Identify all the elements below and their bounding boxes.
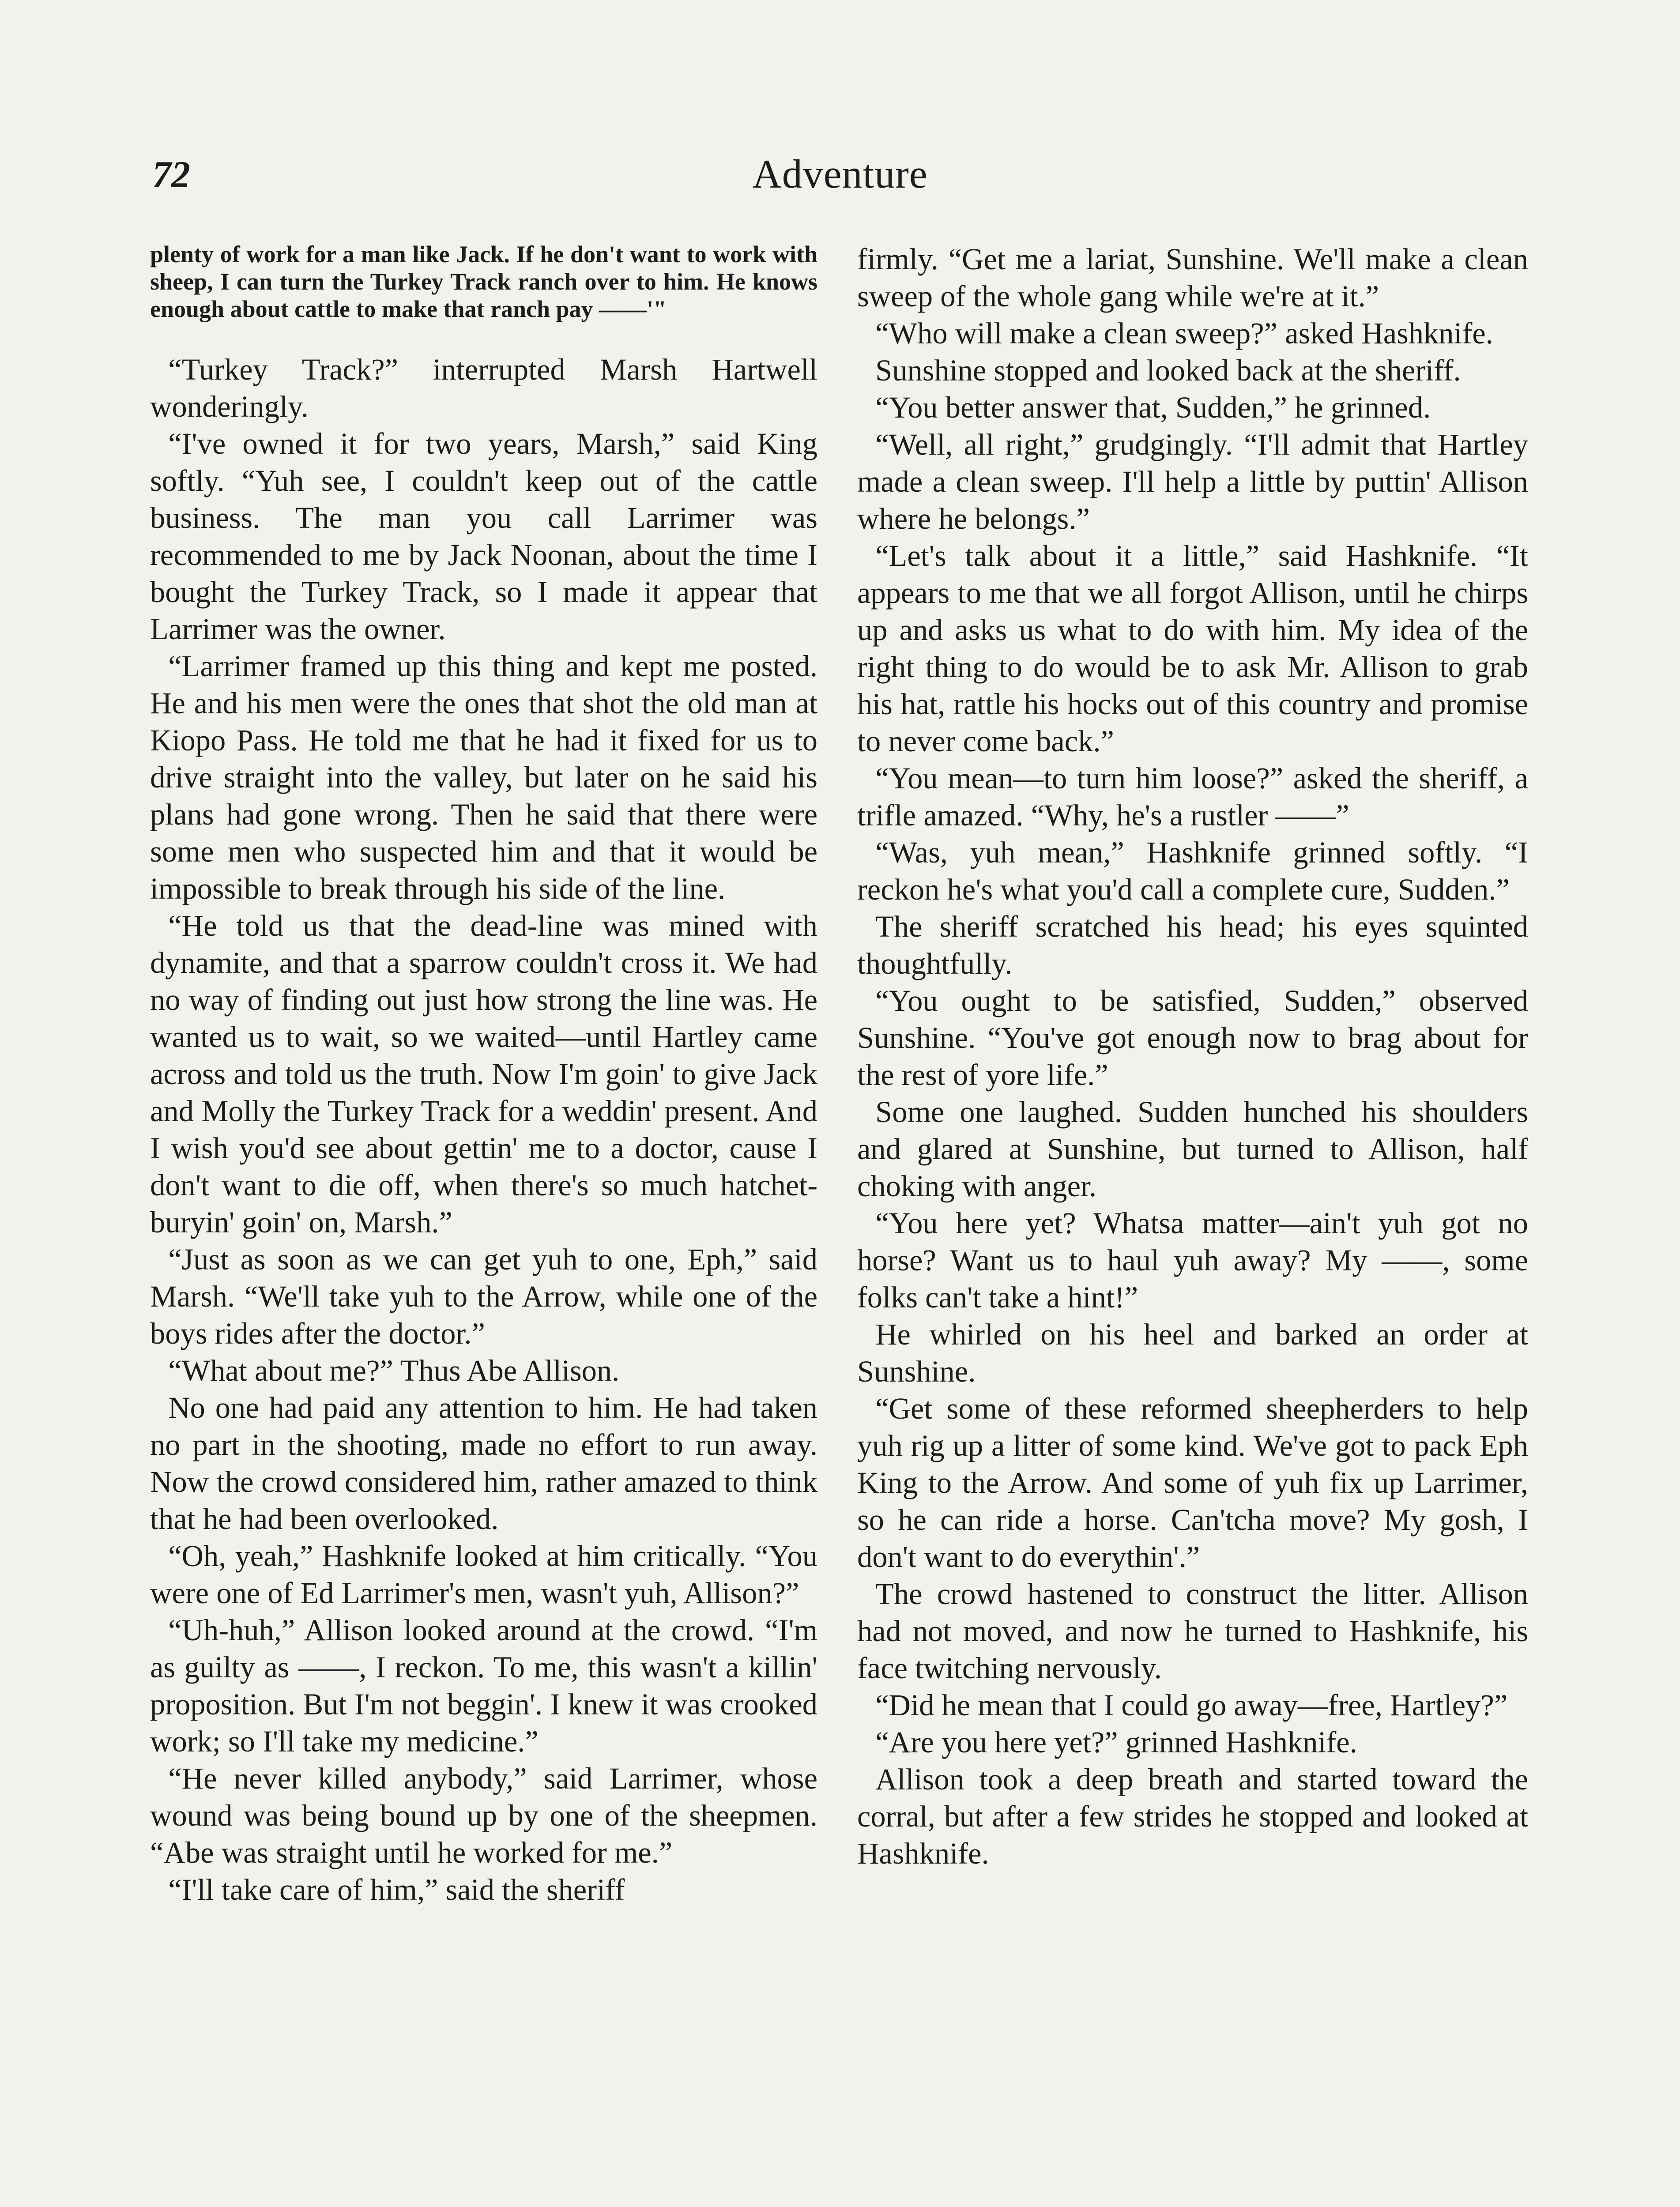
paragraph: The crowd hastened to construct the litter. Allison had not moved, and now he turned to Hashknife, his face twitching nervously.: [857, 1577, 1528, 1685]
paragraph: “You ought to be satisfied, Sudden,” observed Sunshine. “You've got enough now to brag about for the rest of yore life.”: [857, 984, 1528, 1092]
letter-excerpt: plenty of work for a man like Jack. If he don't want to work with sheep, I can turn the Turkey Track ranch over to him. He knows enough about cattle to make that ranch pay ——'": [150, 241, 817, 322]
right-column: [857, 241, 1528, 1872]
paragraph: “Just as soon as we can get yuh to one, Eph,” said Marsh. “We'll take yuh to the Arrow, while one of the boys rides after the doctor.”: [150, 1243, 817, 1350]
left-column: [150, 241, 817, 1908]
paragraph: “Who will make a clean sweep?” asked Hashknife.: [875, 316, 1493, 350]
paragraph: “Uh-huh,” Allison looked around at the crowd. “I'm as guilty as ——, I reckon. To me, this wasn't a killin' proposition. But I'm not beggin'. I knew it was crooked work; so I'll take my medicine.”: [150, 1613, 817, 1758]
paragraph: “Oh, yeah,” Hashknife looked at him critically. “You were one of Ed Larrimer's men, wasn't yuh, Allison?”: [150, 1539, 817, 1610]
paragraph: “Get some of these reformed sheepherders to help yuh rig up a litter of some kind. We've got to pack Eph King to the Arrow. And some of yuh fix up Larrimer, so he can ride a horse. Can'tcha move? My gosh, I don't want to do everythin'.”: [857, 1392, 1528, 1574]
paragraph-continued: firmly. “Get me a lariat, Sunshine. We'll make a clean sweep of the whole gang while we're at it.”: [857, 242, 1528, 313]
paragraph: “You here yet? Whatsa matter—ain't yuh got no horse? Want us to haul yuh away? My ——, some folks can't take a hint!”: [857, 1206, 1528, 1314]
paragraph: Some one laughed. Sudden hunched his shoulders and glared at Sunshine, but turned to Allison, half choking with anger.: [857, 1095, 1528, 1203]
paragraph: “I've owned it for two years, Marsh,” said King softly. “Yuh see, I couldn't keep out of the cattle business. The man you call Larrimer was recommended to me by Jack Noonan, about the time I bought the Turkey Track, so I made it appear that Larrimer was the owner.: [150, 427, 817, 646]
paragraph: “Was, yuh mean,” Hashknife grinned softly. “I reckon he's what you'd call a complete cure, Sudden.”: [857, 836, 1528, 906]
paragraph: He whirled on his heel and barked an order at Sunshine.: [857, 1318, 1528, 1388]
paragraph: Allison took a deep breath and started toward the corral, but after a few strides he stopped and looked at Hashknife.: [857, 1763, 1528, 1870]
paragraph: “He told us that the dead-line was mined with dynamite, and that a sparrow couldn't cross it. We had no way of finding out just how strong the line was. He wanted us to wait, so we waited—until Hartley came across and told us the truth. Now I'm goin' to give Jack and Molly the Turkey Track for a weddin' present. And I wish you'd see about gettin' me to a doctor, cause I don't want to die off, when there's so much hatchet-buryin' goin' on, Marsh.”: [150, 909, 817, 1239]
paragraph: “What about me?” Thus Abe Allison.: [168, 1354, 620, 1387]
paragraph: “You better answer that, Sudden,” he grinned.: [875, 391, 1431, 424]
paragraph: “You mean—to turn him loose?” asked the sheriff, a trifle amazed. “Why, he's a rustler ——”: [857, 761, 1528, 832]
paragraph: “Well, all right,” grudgingly. “I'll admit that Hartley made a clean sweep. I'll help a little by puttin' Allison where he belongs.”: [857, 428, 1528, 535]
paragraph: “Did he mean that I could go away—free, Hartley?”: [875, 1688, 1508, 1722]
paragraph: “I'll take care of him,” said the sheriff: [168, 1873, 625, 1906]
paragraph: Sunshine stopped and looked back at the sheriff.: [875, 354, 1461, 387]
paragraph: “Larrimer framed up this thing and kept me posted. He and his men were the ones that shot the old man at Kiopo Pass. He told me that he had it fixed for us to drive straight into the valley, but later on he said his plans had gone wrong. Then he said that there were some men who suspected him and that it would be impossible to break through his side of the line.: [150, 649, 817, 905]
running-head-title: Adventure: [752, 151, 928, 196]
paragraph: The sheriff scratched his head; his eyes squinted thoughtfully.: [857, 910, 1528, 980]
paragraph: “Let's talk about it a little,” said Hashknife. “It appears to me that we all forgot Allison, until he chirps up and asks us what to do with him. My idea of the right thing to do would be to ask Mr. Allison to grab his hat, rattle his hocks out of this country and promise to never come back.”: [857, 539, 1528, 758]
paragraph: “Turkey Track?” interrupted Marsh Hartwell wonderingly.: [150, 353, 817, 423]
paragraph: No one had paid any attention to him. He had taken no part in the shooting, made no effort to run away. Now the crowd considered him, rather amazed to think that he had been overlooked.: [150, 1391, 817, 1536]
paragraph: “Are you here yet?” grinned Hashknife.: [875, 1725, 1357, 1759]
paragraph: “He never killed anybody,” said Larrimer, whose wound was being bound up by one of the sheepmen. “Abe was straight until he worked for me.”: [150, 1762, 817, 1869]
page-number: 72: [152, 153, 190, 196]
